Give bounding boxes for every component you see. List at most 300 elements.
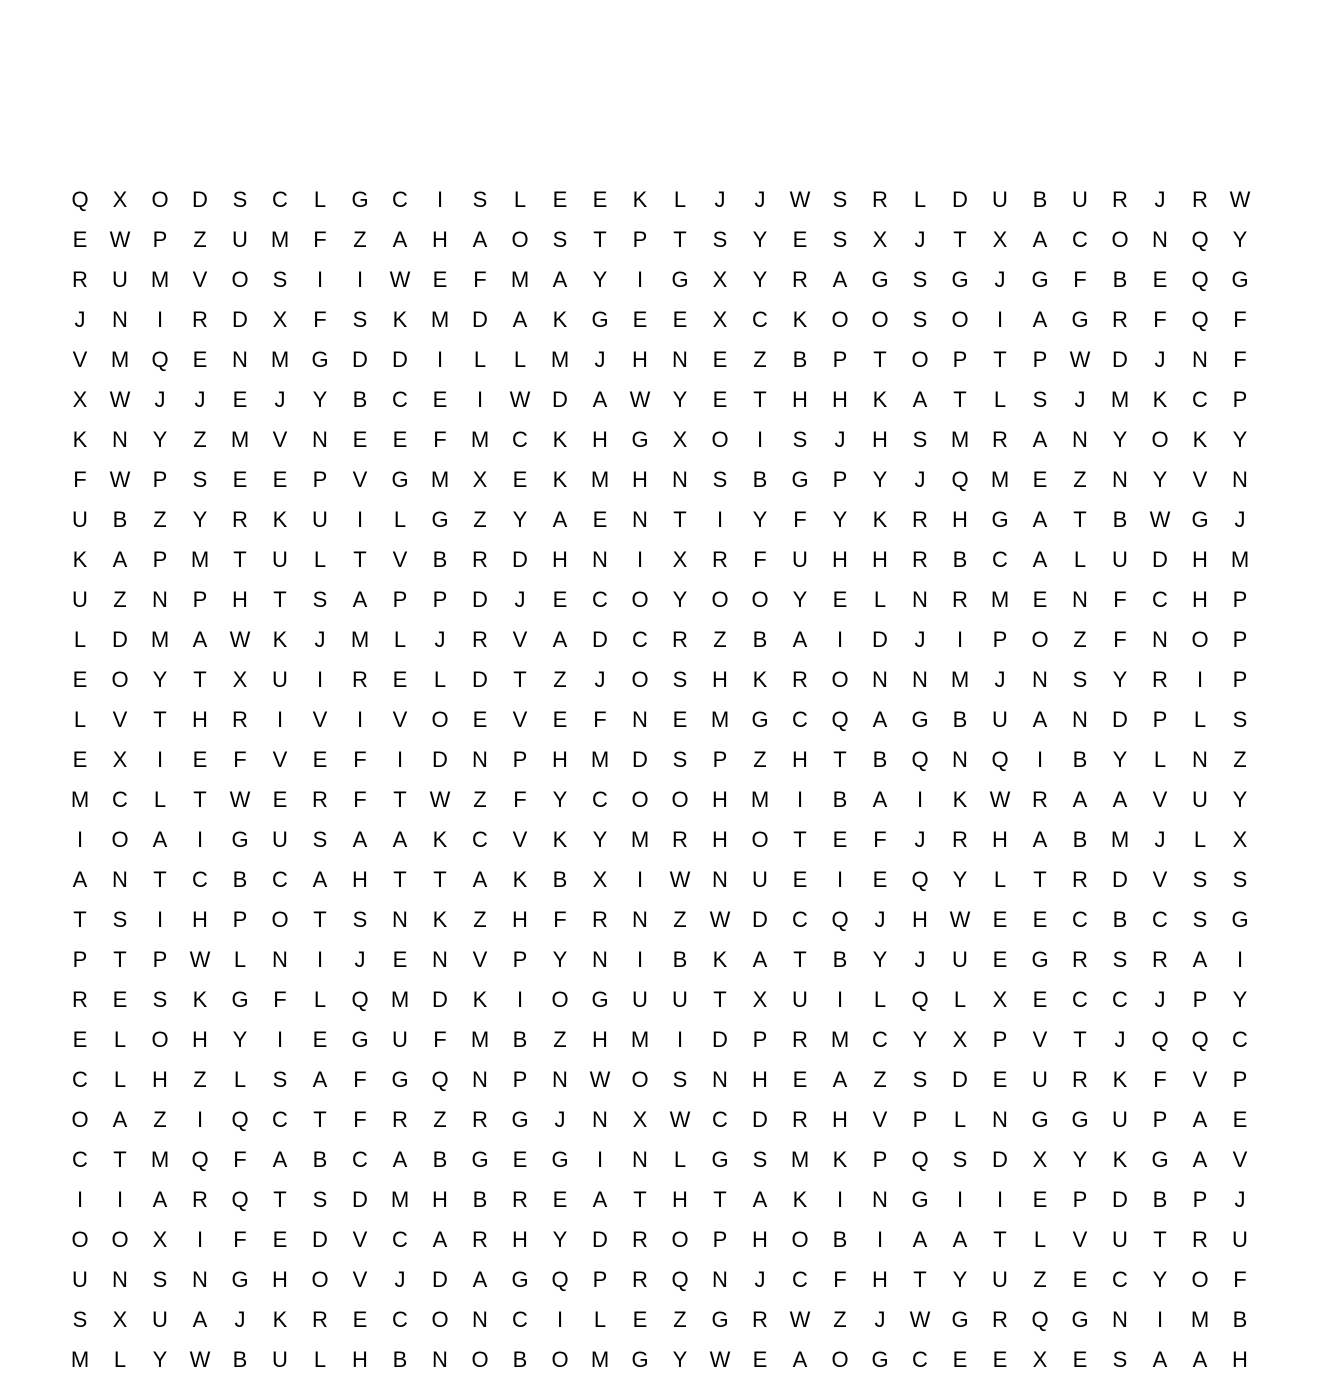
grid-letter[interactable]: R (752, 1307, 768, 1332)
grid-letter[interactable]: T (353, 547, 367, 572)
grid-letter[interactable]: Y (1232, 787, 1248, 812)
grid-letter[interactable]: G (391, 467, 409, 492)
grid-letter[interactable]: R (1032, 787, 1048, 812)
grid-letter[interactable]: Y (952, 867, 968, 892)
grid-letter[interactable]: A (552, 507, 568, 532)
grid-letter[interactable]: F (353, 787, 367, 812)
grid-letter[interactable]: K (272, 627, 288, 652)
grid-letter[interactable]: X (152, 1227, 168, 1252)
grid-letter[interactable]: I (956, 627, 964, 652)
grid-letter[interactable]: G (631, 1347, 649, 1372)
grid-letter[interactable]: O (431, 1307, 449, 1332)
grid-letter[interactable]: J (1114, 1027, 1126, 1052)
grid-letter[interactable]: P (512, 1067, 528, 1092)
grid-letter[interactable]: G (351, 1027, 369, 1052)
grid-letter[interactable]: P (712, 747, 728, 772)
grid-letter[interactable]: I (676, 1027, 684, 1052)
grid-letter[interactable]: R (992, 427, 1008, 452)
grid-letter[interactable]: S (912, 427, 928, 452)
grid-letter[interactable]: E (992, 947, 1008, 972)
grid-letter[interactable]: Y (1152, 467, 1168, 492)
grid-letter[interactable]: Z (753, 347, 767, 372)
grid-letter[interactable]: K (272, 507, 288, 532)
grid-letter[interactable]: R (192, 1187, 208, 1212)
grid-letter[interactable]: E (832, 827, 848, 852)
grid-letter[interactable]: L (673, 1147, 687, 1172)
grid-letter[interactable]: A (352, 587, 368, 612)
grid-letter[interactable]: Z (193, 427, 207, 452)
grid-letter[interactable]: F (873, 827, 887, 852)
grid-letter[interactable]: S (312, 827, 328, 852)
grid-letter[interactable]: B (312, 1147, 328, 1172)
grid-letter[interactable]: C (72, 1067, 88, 1092)
grid-letter[interactable]: P (392, 587, 408, 612)
grid-letter[interactable]: V (1192, 1067, 1208, 1092)
grid-letter[interactable]: A (552, 267, 568, 292)
grid-letter[interactable]: U (272, 667, 288, 692)
grid-letter[interactable]: T (193, 787, 207, 812)
grid-letter[interactable]: O (511, 227, 529, 252)
grid-letter[interactable]: H (872, 1267, 888, 1292)
grid-letter[interactable]: M (470, 427, 490, 452)
grid-letter[interactable]: A (1112, 787, 1128, 812)
grid-letter[interactable]: B (792, 347, 808, 372)
grid-letter[interactable]: P (512, 947, 528, 972)
grid-letter[interactable]: I (316, 667, 324, 692)
grid-letter[interactable]: N (112, 427, 128, 452)
grid-letter[interactable]: S (1112, 1347, 1128, 1372)
grid-letter[interactable]: N (632, 1147, 648, 1172)
grid-letter[interactable]: D (432, 747, 448, 772)
grid-letter[interactable]: S (152, 987, 168, 1012)
grid-letter[interactable]: X (112, 187, 128, 212)
grid-letter[interactable]: V (1032, 1027, 1048, 1052)
grid-letter[interactable]: X (712, 307, 728, 332)
grid-letter[interactable]: I (156, 907, 164, 932)
grid-letter[interactable]: J (194, 387, 206, 412)
grid-letter[interactable]: O (311, 1267, 329, 1292)
grid-letter[interactable]: B (1072, 747, 1088, 772)
grid-letter[interactable]: E (472, 707, 488, 732)
grid-letter[interactable]: S (1232, 867, 1248, 892)
grid-letter[interactable]: L (393, 627, 407, 652)
grid-letter[interactable]: K (1112, 1067, 1128, 1092)
grid-letter[interactable]: E (312, 1027, 328, 1052)
grid-letter[interactable]: I (836, 1187, 844, 1212)
grid-letter[interactable]: N (112, 307, 128, 332)
grid-letter[interactable]: N (1032, 667, 1048, 692)
grid-letter[interactable]: E (632, 307, 648, 332)
grid-letter[interactable]: Y (752, 507, 768, 532)
grid-letter[interactable]: W (109, 227, 131, 252)
grid-letter[interactable]: L (513, 347, 527, 372)
grid-letter[interactable]: L (913, 187, 927, 212)
grid-letter[interactable]: M (270, 347, 290, 372)
grid-letter[interactable]: F (1153, 1067, 1167, 1092)
grid-letter[interactable]: C (872, 1027, 888, 1052)
grid-letter[interactable]: E (1032, 987, 1048, 1012)
grid-letter[interactable]: L (313, 1347, 327, 1372)
grid-letter[interactable]: V (272, 747, 288, 772)
grid-letter[interactable]: R (1112, 307, 1128, 332)
grid-letter[interactable]: P (1192, 987, 1208, 1012)
grid-letter[interactable]: E (792, 867, 808, 892)
grid-letter[interactable]: J (874, 907, 886, 932)
grid-letter[interactable]: A (472, 1267, 488, 1292)
grid-letter[interactable]: E (792, 227, 808, 252)
grid-letter[interactable]: W (429, 787, 451, 812)
grid-letter[interactable]: E (552, 707, 568, 732)
grid-letter[interactable]: V (392, 547, 408, 572)
grid-letter[interactable]: N (1152, 227, 1168, 252)
grid-letter[interactable]: E (312, 747, 328, 772)
grid-letter[interactable]: N (1152, 627, 1168, 652)
grid-letter[interactable]: N (112, 867, 128, 892)
grid-letter[interactable]: T (993, 347, 1007, 372)
grid-letter[interactable]: A (472, 227, 488, 252)
grid-letter[interactable]: V (1152, 867, 1168, 892)
grid-letter[interactable]: R (392, 1107, 408, 1132)
grid-letter[interactable]: S (352, 307, 368, 332)
grid-letter[interactable]: R (1072, 947, 1088, 972)
grid-letter[interactable]: A (1192, 947, 1208, 972)
grid-letter[interactable]: C (792, 907, 808, 932)
grid-letter[interactable]: Q (1151, 1027, 1169, 1052)
grid-letter[interactable]: I (796, 787, 804, 812)
grid-letter[interactable]: U (1112, 1227, 1128, 1252)
grid-letter[interactable]: R (512, 1187, 528, 1212)
grid-letter[interactable]: H (1192, 587, 1208, 612)
grid-letter[interactable]: C (752, 307, 768, 332)
grid-letter[interactable]: M (150, 1147, 170, 1172)
grid-letter[interactable]: E (712, 347, 728, 372)
grid-letter[interactable]: E (672, 707, 688, 732)
grid-letter[interactable]: Y (592, 267, 608, 292)
grid-letter[interactable]: Y (192, 507, 208, 532)
grid-letter[interactable]: E (1072, 1267, 1088, 1292)
grid-letter[interactable]: K (872, 507, 888, 532)
grid-letter[interactable]: R (672, 627, 688, 652)
grid-letter[interactable]: P (1232, 387, 1248, 412)
grid-letter[interactable]: J (1154, 347, 1166, 372)
grid-letter[interactable]: A (872, 787, 888, 812)
grid-letter[interactable]: L (1153, 747, 1167, 772)
grid-letter[interactable]: I (76, 827, 84, 852)
grid-letter[interactable]: M (950, 427, 970, 452)
grid-letter[interactable]: X (1032, 1347, 1048, 1372)
grid-letter[interactable]: E (512, 1147, 528, 1172)
grid-letter[interactable]: W (109, 467, 131, 492)
grid-letter[interactable]: T (73, 907, 87, 932)
grid-letter[interactable]: P (712, 1227, 728, 1252)
grid-letter[interactable]: D (992, 1147, 1008, 1172)
grid-letter[interactable]: O (791, 1227, 809, 1252)
grid-letter[interactable]: A (352, 827, 368, 852)
grid-letter[interactable]: H (712, 787, 728, 812)
grid-letter[interactable]: Y (1152, 1267, 1168, 1292)
grid-letter[interactable]: P (872, 1147, 888, 1172)
grid-letter[interactable]: A (112, 547, 128, 572)
grid-letter[interactable]: J (594, 347, 606, 372)
grid-letter[interactable]: T (1073, 507, 1087, 532)
grid-letter[interactable]: Y (552, 787, 568, 812)
grid-letter[interactable]: H (712, 667, 728, 692)
grid-letter[interactable]: V (512, 707, 528, 732)
grid-letter[interactable]: N (1232, 467, 1248, 492)
grid-letter[interactable]: M (110, 347, 130, 372)
grid-letter[interactable]: W (709, 907, 731, 932)
grid-letter[interactable]: M (990, 587, 1010, 612)
grid-letter[interactable]: Q (231, 1107, 249, 1132)
grid-letter[interactable]: R (232, 707, 248, 732)
grid-letter[interactable]: Z (113, 587, 127, 612)
grid-letter[interactable]: N (1072, 587, 1088, 612)
grid-letter[interactable]: Z (873, 1067, 887, 1092)
grid-letter[interactable]: J (594, 667, 606, 692)
grid-letter[interactable]: K (432, 907, 448, 932)
grid-letter[interactable]: E (392, 667, 408, 692)
grid-letter[interactable]: O (1191, 1267, 1209, 1292)
grid-letter[interactable]: U (232, 227, 248, 252)
grid-letter[interactable]: J (994, 267, 1006, 292)
grid-letter[interactable]: C (592, 587, 608, 612)
grid-letter[interactable]: X (72, 387, 88, 412)
grid-letter[interactable]: O (111, 1227, 129, 1252)
grid-letter[interactable]: T (113, 1147, 127, 1172)
grid-letter[interactable]: B (832, 947, 848, 972)
grid-letter[interactable]: B (1032, 187, 1048, 212)
grid-letter[interactable]: L (993, 867, 1007, 892)
grid-letter[interactable]: C (712, 1107, 728, 1132)
grid-letter[interactable]: K (432, 827, 448, 852)
grid-letter[interactable]: G (671, 267, 689, 292)
grid-letter[interactable]: B (232, 867, 248, 892)
grid-letter[interactable]: M (590, 1347, 610, 1372)
grid-letter[interactable]: E (712, 387, 728, 412)
grid-letter[interactable]: V (312, 707, 328, 732)
grid-letter[interactable]: L (1193, 707, 1207, 732)
grid-letter[interactable]: H (552, 547, 568, 572)
grid-letter[interactable]: C (912, 1347, 928, 1372)
grid-letter[interactable]: Y (1112, 747, 1128, 772)
grid-letter[interactable]: B (552, 867, 568, 892)
grid-letter[interactable]: T (1073, 1027, 1087, 1052)
grid-letter[interactable]: H (752, 1227, 768, 1252)
grid-letter[interactable]: C (472, 827, 488, 852)
grid-letter[interactable]: L (873, 987, 887, 1012)
grid-letter[interactable]: O (431, 707, 449, 732)
grid-letter[interactable]: L (233, 947, 247, 972)
grid-letter[interactable]: S (672, 1067, 688, 1092)
grid-letter[interactable]: A (432, 1227, 448, 1252)
grid-letter[interactable]: Q (831, 707, 849, 732)
grid-letter[interactable]: P (152, 547, 168, 572)
grid-letter[interactable]: Y (792, 587, 808, 612)
grid-letter[interactable]: P (512, 747, 528, 772)
grid-letter[interactable]: M (390, 1187, 410, 1212)
grid-letter[interactable]: R (1152, 667, 1168, 692)
grid-letter[interactable]: S (472, 187, 488, 212)
grid-letter[interactable]: I (1236, 947, 1244, 972)
grid-letter[interactable]: F (433, 427, 447, 452)
grid-letter[interactable]: N (592, 547, 608, 572)
grid-letter[interactable]: P (1072, 1187, 1088, 1212)
grid-letter[interactable]: Z (553, 667, 567, 692)
grid-letter[interactable]: L (953, 1107, 967, 1132)
grid-letter[interactable]: A (392, 1147, 408, 1172)
grid-letter[interactable]: Q (1191, 267, 1209, 292)
grid-letter[interactable]: J (354, 947, 366, 972)
grid-letter[interactable]: Y (672, 1347, 688, 1372)
grid-letter[interactable]: L (73, 627, 87, 652)
grid-letter[interactable]: A (1192, 1107, 1208, 1132)
grid-letter[interactable]: X (712, 267, 728, 292)
grid-letter[interactable]: M (190, 547, 210, 572)
grid-letter[interactable]: A (752, 947, 768, 972)
grid-letter[interactable]: Y (312, 387, 328, 412)
grid-letter[interactable]: Y (552, 1227, 568, 1252)
grid-letter[interactable]: W (669, 867, 691, 892)
grid-letter[interactable]: C (192, 867, 208, 892)
grid-letter[interactable]: N (472, 747, 488, 772)
grid-letter[interactable]: M (710, 707, 730, 732)
grid-letter[interactable]: T (873, 347, 887, 372)
grid-letter[interactable]: K (1192, 427, 1208, 452)
grid-letter[interactable]: L (113, 1067, 127, 1092)
grid-letter[interactable]: M (510, 267, 530, 292)
grid-letter[interactable]: F (1233, 347, 1247, 372)
grid-letter[interactable]: N (632, 507, 648, 532)
grid-letter[interactable]: O (631, 587, 649, 612)
grid-letter[interactable]: M (1230, 547, 1250, 572)
grid-letter[interactable]: G (871, 267, 889, 292)
grid-letter[interactable]: V (72, 347, 88, 372)
grid-letter[interactable]: B (1112, 507, 1128, 532)
grid-letter[interactable]: N (552, 1067, 568, 1092)
grid-letter[interactable]: K (752, 667, 768, 692)
grid-letter[interactable]: C (592, 787, 608, 812)
grid-letter[interactable]: N (1192, 347, 1208, 372)
grid-letter[interactable]: T (713, 1187, 727, 1212)
grid-letter[interactable]: J (714, 187, 726, 212)
grid-letter[interactable]: F (313, 307, 327, 332)
grid-letter[interactable]: J (1234, 507, 1246, 532)
grid-letter[interactable]: G (991, 507, 1009, 532)
grid-letter[interactable]: C (392, 387, 408, 412)
grid-letter[interactable]: A (792, 1347, 808, 1372)
grid-letter[interactable]: J (434, 627, 446, 652)
grid-letter[interactable]: H (432, 227, 448, 252)
grid-letter[interactable]: M (270, 227, 290, 252)
grid-letter[interactable]: Y (1112, 667, 1128, 692)
grid-letter[interactable]: X (672, 427, 688, 452)
grid-letter[interactable]: T (793, 827, 807, 852)
grid-letter[interactable]: Z (1033, 1267, 1047, 1292)
grid-letter[interactable]: D (872, 627, 888, 652)
grid-letter[interactable]: L (313, 187, 327, 212)
grid-letter[interactable]: M (150, 627, 170, 652)
grid-letter[interactable]: W (509, 387, 531, 412)
grid-letter[interactable]: T (953, 227, 967, 252)
grid-letter[interactable]: P (992, 1027, 1008, 1052)
grid-letter[interactable]: S (712, 467, 728, 492)
grid-letter[interactable]: G (711, 1307, 729, 1332)
grid-letter[interactable]: E (992, 1347, 1008, 1372)
grid-letter[interactable]: A (912, 387, 928, 412)
grid-letter[interactable]: E (1152, 267, 1168, 292)
grid-letter[interactable]: G (1151, 1147, 1169, 1172)
grid-letter[interactable]: K (552, 427, 568, 452)
grid-letter[interactable]: A (152, 827, 168, 852)
grid-letter[interactable]: M (750, 787, 770, 812)
grid-letter[interactable]: N (1112, 1307, 1128, 1332)
grid-letter[interactable]: R (672, 827, 688, 852)
grid-letter[interactable]: Z (473, 907, 487, 932)
grid-letter[interactable]: Q (911, 987, 929, 1012)
grid-letter[interactable]: W (669, 1107, 691, 1132)
grid-letter[interactable]: W (389, 267, 411, 292)
grid-letter[interactable]: O (71, 1227, 89, 1252)
grid-letter[interactable]: Z (473, 507, 487, 532)
grid-letter[interactable]: O (831, 667, 849, 692)
grid-letter[interactable]: P (952, 347, 968, 372)
grid-letter[interactable]: R (352, 667, 368, 692)
grid-letter[interactable]: N (952, 747, 968, 772)
grid-letter[interactable]: H (432, 1187, 448, 1212)
grid-letter[interactable]: G (431, 507, 449, 532)
grid-letter[interactable]: Y (1072, 1147, 1088, 1172)
grid-letter[interactable]: E (952, 1347, 968, 1372)
grid-letter[interactable]: O (1031, 627, 1049, 652)
grid-letter[interactable]: L (1193, 827, 1207, 852)
grid-letter[interactable]: B (432, 547, 448, 572)
grid-letter[interactable]: U (632, 987, 648, 1012)
grid-letter[interactable]: A (272, 1147, 288, 1172)
grid-letter[interactable]: S (912, 267, 928, 292)
grid-letter[interactable]: S (1032, 387, 1048, 412)
grid-letter[interactable]: D (472, 667, 488, 692)
grid-letter[interactable]: I (636, 867, 644, 892)
grid-letter[interactable]: H (632, 347, 648, 372)
grid-letter[interactable]: L (153, 787, 167, 812)
grid-letter[interactable]: N (632, 707, 648, 732)
grid-letter[interactable]: L (593, 1307, 607, 1332)
grid-letter[interactable]: K (792, 1187, 808, 1212)
grid-letter[interactable]: J (1154, 187, 1166, 212)
grid-letter[interactable]: X (872, 227, 888, 252)
grid-letter[interactable]: P (1232, 1067, 1248, 1092)
grid-letter[interactable]: P (312, 467, 328, 492)
grid-letter[interactable]: L (113, 1347, 127, 1372)
grid-letter[interactable]: I (316, 267, 324, 292)
grid-letter[interactable]: R (952, 587, 968, 612)
grid-letter[interactable]: X (472, 467, 488, 492)
grid-letter[interactable]: O (631, 667, 649, 692)
grid-letter[interactable]: H (872, 547, 888, 572)
grid-letter[interactable]: H (192, 707, 208, 732)
grid-letter[interactable]: P (152, 947, 168, 972)
grid-letter[interactable]: S (1112, 947, 1128, 972)
grid-letter[interactable]: H (952, 507, 968, 532)
grid-letter[interactable]: E (72, 1027, 88, 1052)
grid-letter[interactable]: G (631, 427, 649, 452)
grid-letter[interactable]: M (70, 1347, 90, 1372)
grid-letter[interactable]: A (592, 1187, 608, 1212)
grid-letter[interactable]: B (1112, 267, 1128, 292)
grid-letter[interactable]: H (352, 867, 368, 892)
grid-letter[interactable]: U (72, 507, 88, 532)
grid-letter[interactable]: C (512, 427, 528, 452)
